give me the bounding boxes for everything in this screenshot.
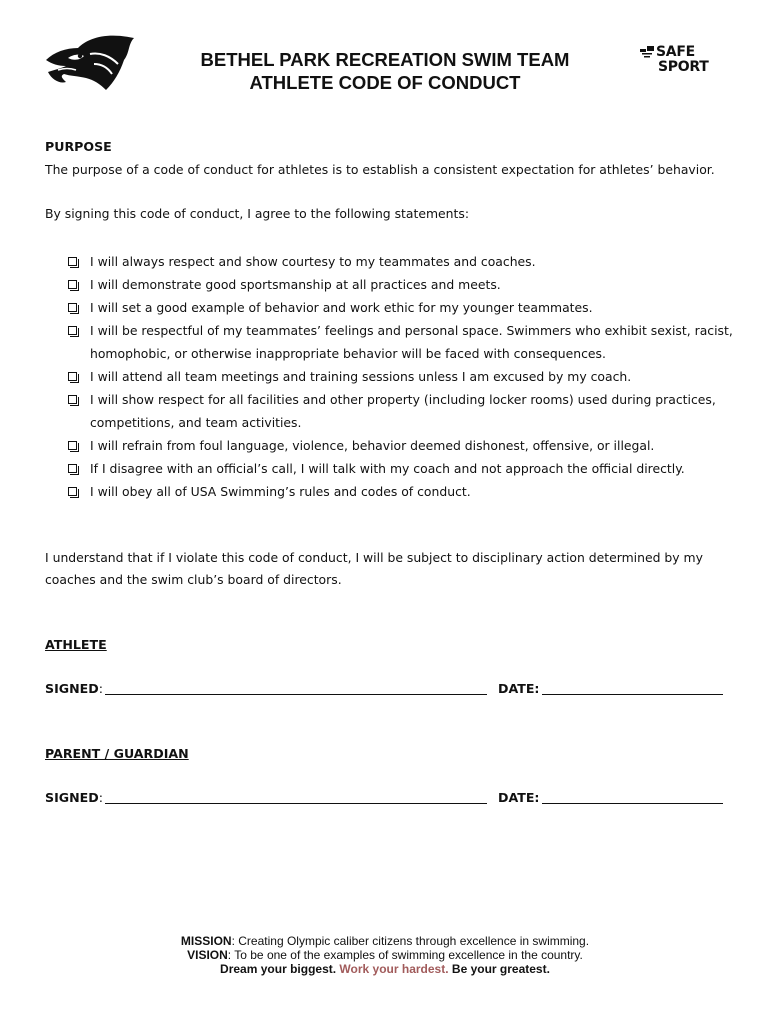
statement-item	[68, 273, 748, 296]
statement-text: I will always respect and show courtesy to my teammates and coaches.	[90, 254, 536, 269]
safesport-logo-line1: SAFE	[656, 44, 695, 60]
understand-line1: I understand that if I violate this code of conduct, I will be subject to disciplinary action determined by my	[45, 550, 703, 565]
statement-text: competitions, and team activities.	[90, 415, 302, 430]
checkbox-icon	[68, 326, 77, 335]
statement-list	[68, 250, 748, 503]
statement-item	[68, 457, 748, 480]
statement-text: I will attend all team meetings and training sessions unless I am excused by my coach.	[90, 369, 632, 384]
flag-icon	[640, 46, 654, 58]
checkbox-icon	[68, 372, 77, 381]
statement-item	[68, 388, 748, 434]
safesport-logo	[640, 44, 709, 76]
checkbox-icon	[68, 395, 77, 404]
statement-item	[68, 434, 748, 457]
purpose-heading: PURPOSE	[45, 139, 112, 154]
agreement-intro: By signing this code of conduct, I agree to the following statements:	[45, 206, 470, 221]
statement-item	[68, 319, 748, 365]
statement-text: I will set a good example of behavior and work ethic for my younger teammates.	[90, 300, 593, 315]
checkbox-icon	[68, 280, 77, 289]
statement-item	[68, 480, 748, 503]
statement-item	[68, 250, 748, 273]
hawk-logo-icon	[44, 30, 136, 92]
parent-date-field[interactable]	[542, 803, 723, 804]
parent-signed-label: SIGNED:	[45, 790, 103, 805]
checkbox-icon	[68, 303, 77, 312]
athlete-date-field[interactable]	[542, 694, 723, 695]
statement-item	[68, 365, 748, 388]
document-title-line2: ATHLETE CODE OF CONDUCT	[249, 72, 521, 93]
purpose-text: The purpose of a code of conduct for athletes is to establish a consistent expectation for athletes’ behavior.	[45, 162, 715, 177]
athlete-heading: ATHLETE	[45, 637, 107, 652]
athlete-signed-label: SIGNED:	[45, 681, 103, 696]
parent-date-label: DATE:	[498, 790, 540, 805]
statement-text: I will refrain from foul language, violence, behavior deemed dishonest, offensive, or illegal.	[90, 438, 655, 453]
statement-text: If I disagree with an official’s call, I will talk with my coach and not approach the official directly.	[90, 461, 685, 476]
athlete-date-label: DATE:	[498, 681, 540, 696]
athlete-signature-field[interactable]	[105, 694, 487, 695]
parent-signature-field[interactable]	[105, 803, 487, 804]
checkbox-icon	[68, 441, 77, 450]
statement-item	[68, 296, 748, 319]
checkbox-icon	[68, 464, 77, 473]
statement-text: I will demonstrate good sportsmanship at all practices and meets.	[90, 277, 501, 292]
vision-statement: VISION: To be one of the examples of swimming excellence in the country.	[187, 948, 583, 962]
understand-line2: coaches and the swim club’s board of directors.	[45, 572, 342, 587]
motto: Dream your biggest. Work your hardest. Be your greatest.	[220, 962, 550, 976]
checkbox-icon	[68, 487, 77, 496]
safesport-logo-line2: SPORT	[658, 59, 709, 75]
parent-heading: PARENT / GUARDIAN	[45, 746, 189, 761]
mission-statement: MISSION: Creating Olympic caliber citizens through excellence in swimming.	[180, 934, 590, 948]
checkbox-icon	[68, 257, 77, 266]
statement-text: I will obey all of USA Swimming’s rules and codes of conduct.	[90, 484, 471, 499]
document-title-line1: BETHEL PARK RECREATION SWIM TEAM	[200, 49, 570, 70]
statement-text: I will be respectful of my teammates’ feelings and personal space. Swimmers who exhibit sexist, racist,	[90, 323, 733, 338]
statement-text: homophobic, or otherwise inappropriate behavior will be faced with consequences.	[90, 346, 606, 361]
statement-text: I will show respect for all facilities and other property (including locker rooms) used during practices,	[90, 392, 716, 407]
